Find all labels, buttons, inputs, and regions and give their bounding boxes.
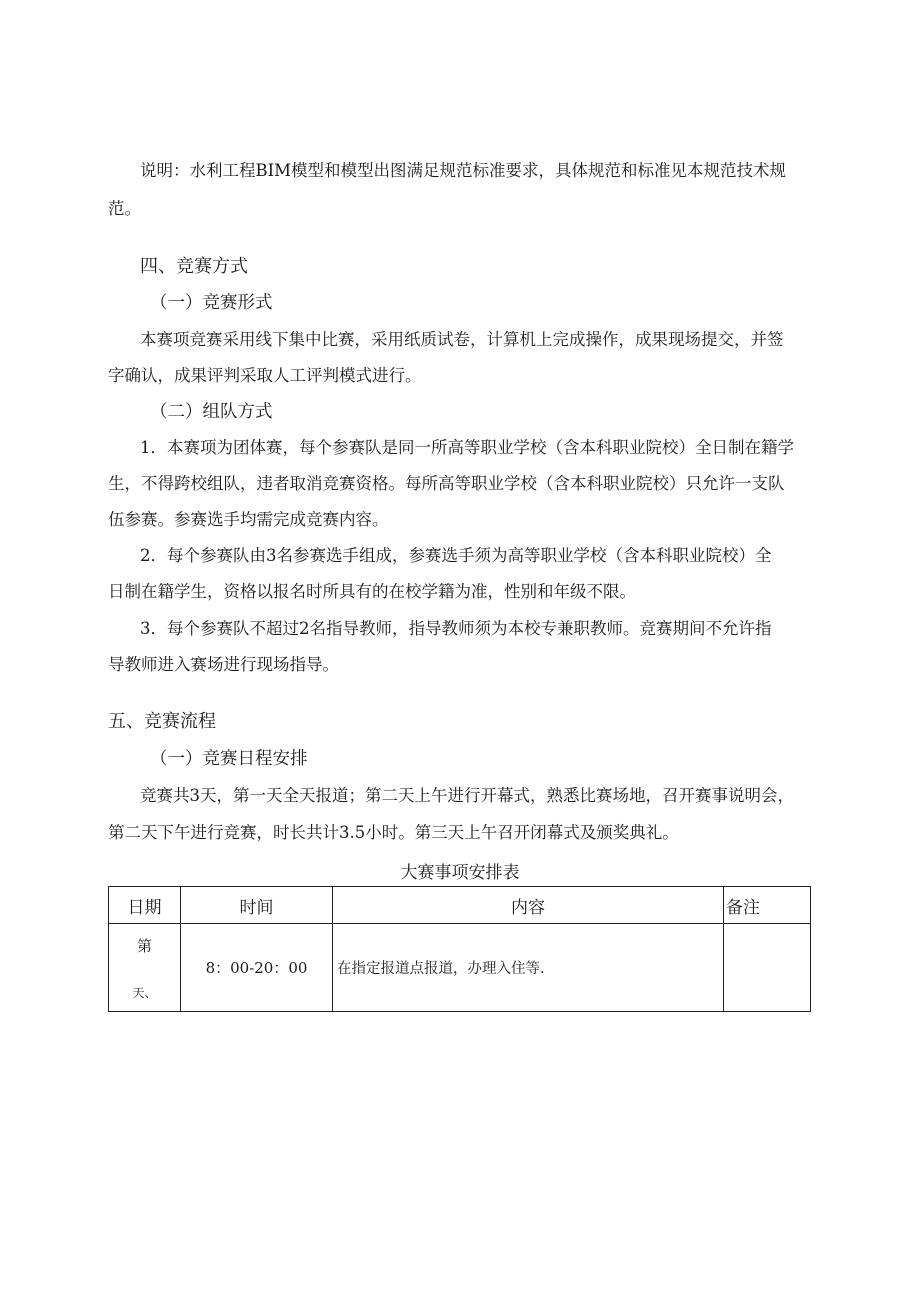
row-date-cell (109, 924, 181, 1012)
section-4-2-item-3-line-2: 导教师进入赛场进行现场指导。 (108, 655, 339, 674)
section-5-1-line-2: 第二天下午进行竞赛，时长共计3.5小时。第三天上午召开闭幕式及颁奖典礼。 (108, 823, 679, 842)
note-line-2: 范。 (108, 199, 141, 218)
section-4-heading: 四、竞赛方式 (140, 256, 248, 277)
table-row (109, 924, 811, 1012)
row-content-cell: 在指定报道点报道，办理入住等. (333, 924, 724, 1012)
section-4-2-item-3-line-1: 3．每个参赛队不超过2名指导教师，指导教师须为本校专兼职教师。竞赛期间不允许指 (140, 619, 772, 638)
table-caption: 大赛事项安排表 (400, 863, 520, 883)
schedule-table (108, 886, 811, 1012)
section-4-2-item-2-line-2: 日制在籍学生，资格以报名时所具有的在校学籍为准，性别和年级不限。 (108, 582, 636, 601)
section-4-2-item-1-line-2: 生，不得跨校组队，违者取消竞赛资格。每所高等职业学校（含本科职业院校）只允许一支队 (108, 474, 785, 493)
row-time-cell: 8：00-20：00 (181, 924, 333, 1012)
row-date-top: 第 (136, 936, 152, 955)
section-4-2-heading: （二）组队方式 (150, 402, 273, 422)
section-4-1-line-1: 本赛项竞赛采用线下集中比赛，采用纸质试卷，计算机上完成操作，成果现场提交，并签 (140, 330, 784, 349)
section-4-2-item-1-line-1: 1．本赛项为团体赛，每个参赛队是同一所高等职业学校（含本科职业院校）全日制在籍学 (140, 438, 794, 457)
section-5-heading: 五、竞赛流程 (108, 711, 216, 732)
section-5-1-line-1: 竞赛共3天，第一天全天报道；第二天上午进行开幕式，熟悉比赛场地，召开赛事说明会， (140, 786, 794, 805)
header-date: 日期 (109, 887, 181, 924)
row-date-bottom: 天、 (132, 985, 157, 1000)
table-header-row (109, 887, 811, 924)
section-4-1-heading: （一）竞赛形式 (150, 293, 273, 313)
row-note-cell (724, 924, 811, 1012)
section-4-2-item-2-line-1: 2．每个参赛队由3名参赛选手组成，参赛选手须为高等职业学校（含本科职业院校）全 (140, 546, 772, 565)
header-note: 备注 (724, 887, 811, 924)
section-4-2-item-1-line-3: 伍参赛。参赛选手均需完成竞赛内容。 (108, 510, 389, 529)
header-time: 时间 (181, 887, 333, 924)
header-content: 内容 (333, 887, 724, 924)
section-5-1-heading: （一）竞赛日程安排 (150, 749, 308, 769)
note-line-1: 说明：水利工程BIM模型和模型出图满足规范标准要求，具体规范和标准见本规范技术规 (140, 161, 787, 180)
section-4-1-line-2: 字确认，成果评判采取人工评判模式进行。 (108, 366, 422, 385)
